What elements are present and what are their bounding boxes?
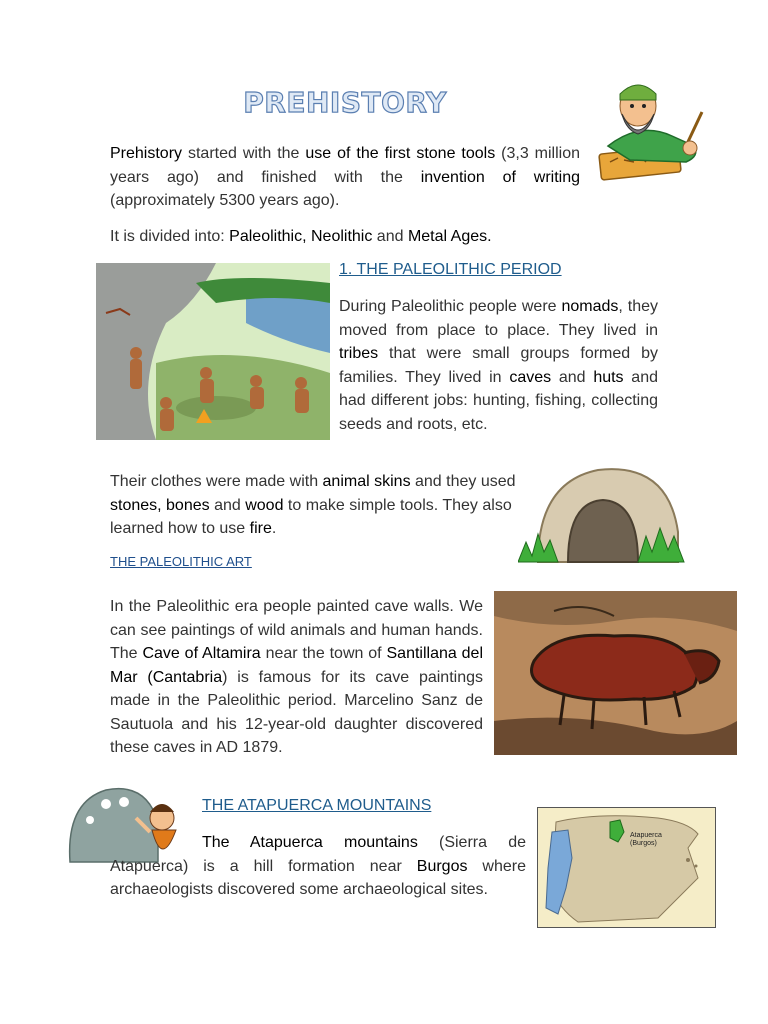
text: During Paleolithic people were [339, 298, 562, 315]
text: Their clothes were made with [110, 473, 323, 490]
term-first-stone-tools: use of the first stone tools [305, 145, 496, 162]
page-title: PREHISTORY [243, 86, 447, 119]
map-label-atapuerca: Atapuerca [630, 832, 662, 839]
altamira-bison-painting-image [494, 591, 737, 755]
term-burgos: Burgos [416, 857, 468, 875]
cave-illustration [518, 462, 688, 568]
term-wood: wood [245, 496, 284, 514]
text: to make simple tools. They also learned how to use [110, 496, 512, 537]
term-huts: huts [593, 368, 624, 386]
term-cave-of-altamira: Cave of Altamira [142, 645, 261, 662]
paleolithic-heading[interactable]: 1. THE PALEOLITHIC PERIOD [339, 261, 562, 278]
text: and [551, 368, 594, 386]
term-tribes: tribes [339, 345, 379, 362]
clothes-paragraph [110, 470, 550, 541]
term-paleolithic-neolithic: Paleolithic, Neolithic [229, 228, 373, 245]
text: It is divided into: [110, 228, 230, 245]
text: (approximately 5300 years ago). [110, 192, 340, 209]
paleolithic-art-heading[interactable]: THE PALEOLITHIC ART [110, 554, 252, 569]
intro-paragraph [110, 142, 580, 213]
text: and they used [410, 473, 516, 490]
text: (Sierra de Atapuerca) is a hill formation near [110, 834, 526, 875]
term-metal-ages: Metal Ages. [407, 228, 492, 245]
term-atapuerca-mountains: The Atapuerca mountains [202, 834, 418, 851]
text: started with the [182, 145, 306, 162]
term-prehistory: Prehistory [110, 145, 183, 162]
art-paragraph [110, 595, 483, 760]
term-animal-skins: animal skins [322, 473, 411, 490]
divisions-paragraph [110, 225, 580, 249]
text: where archaeologists discovered some archaeological sites. [110, 857, 527, 898]
text: . [271, 520, 277, 537]
term-fire: fire [249, 520, 272, 537]
term-invention-of-writing: invention of writing [420, 168, 580, 186]
term-nomads: nomads [561, 298, 619, 315]
term-caves: caves [509, 368, 552, 386]
text: and [372, 228, 408, 245]
iberia-map-image [537, 807, 716, 928]
map-label-burgos: (Burgos) [630, 840, 657, 847]
atapuerca-heading[interactable]: THE ATAPUERCA MOUNTAINS [202, 797, 432, 814]
text: ) is famous for its cave paintings made in the Paleolithic period. Marcelino Sanz de Sautuola and his 12-year-old daughter discovered these caves in AD 1879. [110, 668, 484, 756]
text: near the town of [260, 645, 387, 662]
term-santillana-del-mar: Santillana del Mar (Cantabria [110, 645, 484, 686]
atapuerca-paragraph [110, 831, 526, 902]
text: (3,3 million years ago) and finished with the [110, 145, 580, 186]
text: and had different jobs: hunting, fishing, collecting seeds and roots, etc. [339, 368, 659, 433]
term-stones-bones: stones, bones [110, 496, 210, 514]
text: and [209, 496, 246, 514]
paleolithic-paragraph [339, 295, 658, 436]
text: that were small groups formed by families. They lived in [339, 345, 658, 386]
text: In the Paleolithic era people painted cave walls. We can see paintings of wild animals and human hands. The [110, 598, 483, 662]
text: , they moved from place to place. They lived in [339, 298, 658, 339]
stone-carving-man-illustration [590, 76, 714, 184]
paleolithic-tribe-scene-image [96, 263, 330, 440]
